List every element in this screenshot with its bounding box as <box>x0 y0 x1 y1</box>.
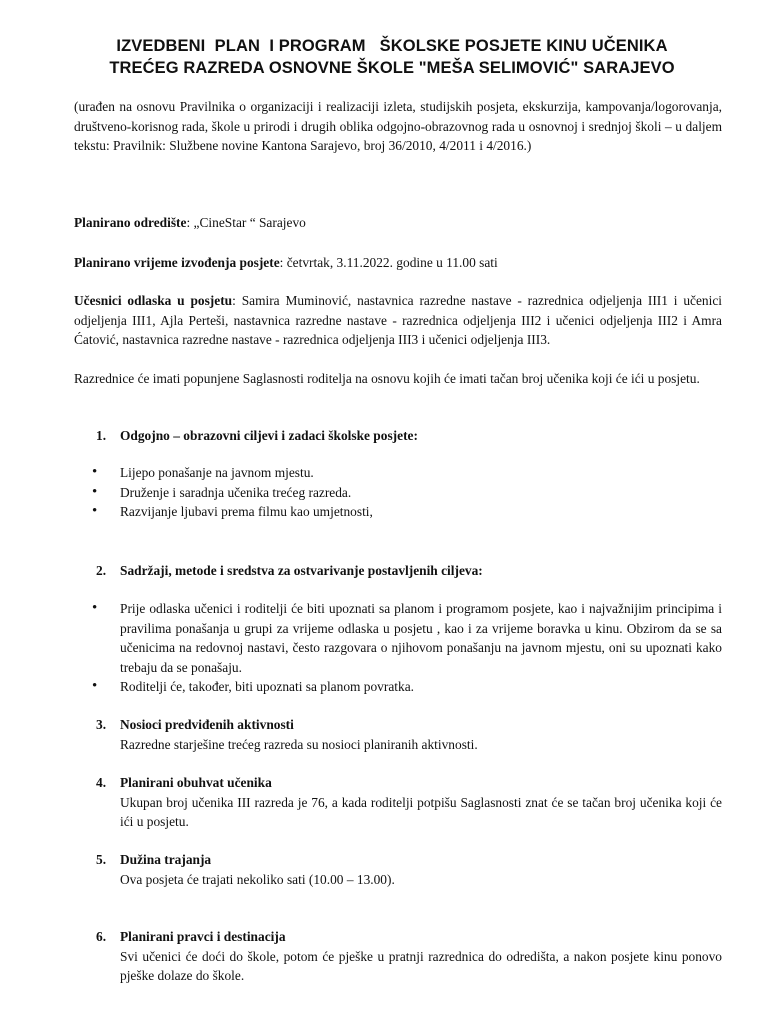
destination-label: Planirano odredište <box>74 215 187 230</box>
section-number: 5. <box>96 852 107 867</box>
destination-line <box>74 213 722 233</box>
section-5-text: Ova posjeta će trajati nekoliko sati (10.00 – 13.00). <box>120 871 395 887</box>
time-separator: : <box>279 255 287 270</box>
section-number: 4. <box>96 775 107 790</box>
participants-note: Razrednice će imati popunjene Saglasnosti roditelja na osnovu kojih će imati tačan broj učenika koji će ići u posjetu. <box>74 371 700 386</box>
list-item: Lijepo ponašanje na javnom mjestu. <box>120 465 314 480</box>
section-number: 3. <box>96 717 107 732</box>
destination-value: „CineStar “ Sarajevo <box>193 215 306 230</box>
section-6-heading: Planirani pravci i destinacija <box>120 929 286 944</box>
title-line-2: TREĆEG RAZREDA OSNOVNE ŠKOLE "MEŠA SELIMOVIĆ" SARAJEVO <box>109 59 675 77</box>
list-item: Roditelji će, također, biti upoznati sa planom povratka. <box>120 679 414 694</box>
document-title <box>60 35 724 79</box>
participants-label: Učesnici odlaska u posjetu <box>74 293 233 308</box>
list-item: Prije odlaska učenici i roditelji će biti upoznati sa planom i programom posjete, kao i najvažnijim principima i pravilima ponašanja u grupi za vrijeme odlaska u posjetu , kao i za vrijeme boravka u kinu. Obzirom da se sa učenicima na redovnoj nastavi, često razgovara o njihovom ponašanju na javnom mjestu, oni su upoznati kako trebaju da se ponašaju. <box>120 601 722 675</box>
bullet-icon: • <box>92 678 98 694</box>
intro-paragraph: (urađen na osnovu Pravilnika o organizaciji i realizaciji izleta, studijskih posjeta, ekskurzija, kampovanja/logorovanja, društveno-korisnog rada, škole u prirodi i drugih oblika odgojno-obrazovnog rada u osnovnoj i srednjoj školi – u daljem tekstu: Pravilnik: Službene novine Kantona Sarajevo, broj 36/2010, 4/2011 i 4/2016.) <box>74 99 722 154</box>
section-4-text: Ukupan broj učenika III razreda je 76, a kada roditelji potpišu Saglasnosti znat će se tačan broj učenika koji će ići u posjetu. <box>120 794 722 830</box>
section-4-heading: Planirani obuhvat učenika <box>120 775 272 790</box>
destination-separator: : <box>186 215 194 230</box>
section-6-text: Svi učenici će doći do škole, potom će pješke u pratnji razrednica do odredišta, a nakon posjete kinu ponovo pješke dolaze do škole. <box>120 948 722 984</box>
participants-separator: : <box>232 293 242 308</box>
bullet-icon: • <box>92 600 98 616</box>
section-2-heading: Sadržaji, metode i sredstva za ostvarivanje postavljenih ciljeva: <box>120 563 483 578</box>
list-item: Razvijanje ljubavi prema filmu kao umjetnosti, <box>120 504 373 519</box>
bullet-icon: • <box>92 464 98 480</box>
section-number: 6. <box>96 929 107 944</box>
section-number: 1. <box>96 428 107 443</box>
time-value: četvrtak, 3.11.2022. godine u 11.00 sati <box>286 255 498 270</box>
list-item: Druženje i saradnja učenika trećeg razreda. <box>120 485 352 500</box>
section-3 <box>120 715 722 754</box>
bullet-icon: • <box>92 484 98 500</box>
section-heading <box>120 426 722 446</box>
time-label: Planirano vrijeme izvođenja posjete <box>74 255 280 270</box>
title-line-1: IZVEDBENI PLAN I PROGRAM ŠKOLSKE POSJETE KINU UČENIKA <box>116 37 668 55</box>
section-heading <box>120 561 722 581</box>
section-5-heading: Dužina trajanja <box>120 852 212 867</box>
section-number: 2. <box>96 563 107 578</box>
section-5 <box>120 850 722 889</box>
section-3-heading: Nosioci predviđenih aktivnosti <box>120 717 294 732</box>
bullet-icon: • <box>92 503 98 519</box>
section-1-heading: Odgojno – obrazovni ciljevi i zadaci školske posjete: <box>120 428 418 443</box>
section-3-text: Razredne starješine trećeg razreda su nosioci planiranih aktivnosti. <box>120 736 478 752</box>
participants-paragraph <box>74 291 722 350</box>
time-line <box>74 253 722 273</box>
section-4 <box>120 773 722 832</box>
section-6 <box>120 927 722 986</box>
participants-value: Samira Muminović, nastavnica razredne nastave - razrednica odjeljenja III1 i učenici odjeljenja III1, Ajla Perteši, nastavnica razredne nastave - razrednica odjeljenja III2 i učenici odjeljenja III2 i Amra Ćatović, nastavnica razredne nastave - razrednica odjeljenja III3 i učenici odjeljenja III3. <box>74 293 722 348</box>
